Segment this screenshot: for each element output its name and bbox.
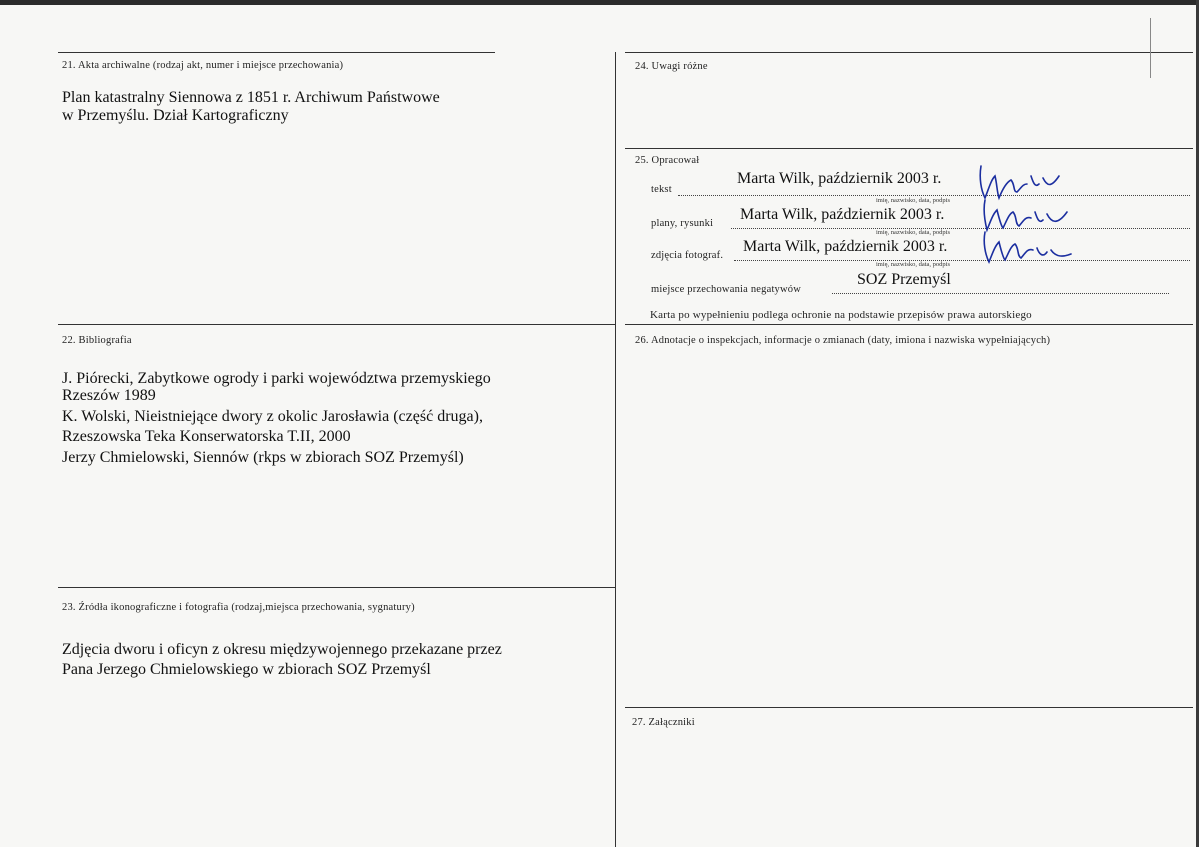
plany-label: plany, rysunki — [651, 218, 714, 229]
section-25-heading: 25. Opracował — [635, 155, 700, 166]
section-22-line-1: J. Piórecki, Zabytkowe ogrody i parki województwa przemyskiego — [62, 370, 491, 387]
top-rule-right — [625, 52, 1193, 53]
section-21-line-2: w Przemyślu. Dział Kartograficzny — [62, 107, 289, 124]
section-23-heading: 23. Źródła ikonograficzne i fotografia (rodzaj,miejsca przechowania, sygnatury) — [62, 602, 415, 613]
rule-24-25 — [625, 148, 1193, 149]
tekst-value: Marta Wilk, październik 2003 r. — [737, 170, 942, 187]
section-27-heading: 27. Załączniki — [632, 717, 695, 728]
section-22-heading: 22. Bibliografia — [62, 335, 132, 346]
section-23-line-1: Zdjęcia dworu i oficyn z okresu międzywojennego przekazane przez — [62, 641, 502, 658]
negatywy-value: SOZ Przemyśl — [857, 271, 951, 288]
signature-zdjecia — [975, 230, 1075, 270]
section-22-line-4: Rzeszowska Teka Konserwatorska T.II, 2000 — [62, 428, 351, 445]
negatywy-dotted-line — [832, 293, 1169, 294]
right-margin-line — [1150, 18, 1151, 78]
section-22-line-3: K. Wolski, Nieistniejące dwory z okolic Jarosławia (część druga), — [62, 408, 483, 425]
plany-value: Marta Wilk, październik 2003 r. — [740, 206, 945, 223]
section-22-line-5: Jerzy Chmielowski, Siennów (rkps w zbiorach SOZ Przemyśl) — [62, 449, 464, 466]
zdjecia-label: zdjęcia fotograf. — [651, 250, 724, 261]
zdjecia-caption: imię, nazwisko, data, podpis — [876, 261, 951, 268]
negatywy-label: miejsce przechowania negatywów — [651, 284, 802, 295]
tekst-label: tekst — [651, 184, 672, 195]
section-23-line-2: Pana Jerzego Chmielowskiego w zbiorach SOZ Przemyśl — [62, 661, 431, 678]
section-21-line-1: Plan katastralny Siennowa z 1851 r. Archiwum Państwowe — [62, 89, 440, 106]
zdjecia-value: Marta Wilk, październik 2003 r. — [743, 238, 948, 255]
copyright-note: Karta po wypełnieniu podlega ochronie na podstawie przepisów prawa autorskiego — [650, 309, 1032, 321]
section-26-heading: 26. Adnotacje o inspekcjach, informacje o zmianach (daty, imiona i nazwiska wypełniających) — [635, 335, 1051, 346]
section-21-heading: 21. Akta archiwalne (rodzaj akt, numer i miejsce przechowania) — [62, 60, 344, 71]
scan-top-edge — [0, 0, 1199, 5]
rule-26-27 — [625, 707, 1193, 708]
section-24-heading: 24. Uwagi różne — [635, 61, 708, 72]
column-divider — [615, 52, 616, 847]
top-rule-left — [58, 52, 495, 53]
tekst-dotted-line — [678, 195, 1190, 196]
plany-caption: imię, nazwisko, data, podpis — [876, 229, 951, 236]
rule-22-23 — [58, 587, 615, 588]
section-22-line-2: Rzeszów 1989 — [62, 387, 156, 404]
tekst-caption: imię, nazwisko, data, podpis — [876, 197, 951, 204]
rule-21-22 — [58, 324, 615, 325]
plany-dotted-line — [731, 228, 1190, 229]
rule-25-26 — [625, 324, 1193, 325]
zdjecia-dotted-line — [734, 260, 1190, 261]
